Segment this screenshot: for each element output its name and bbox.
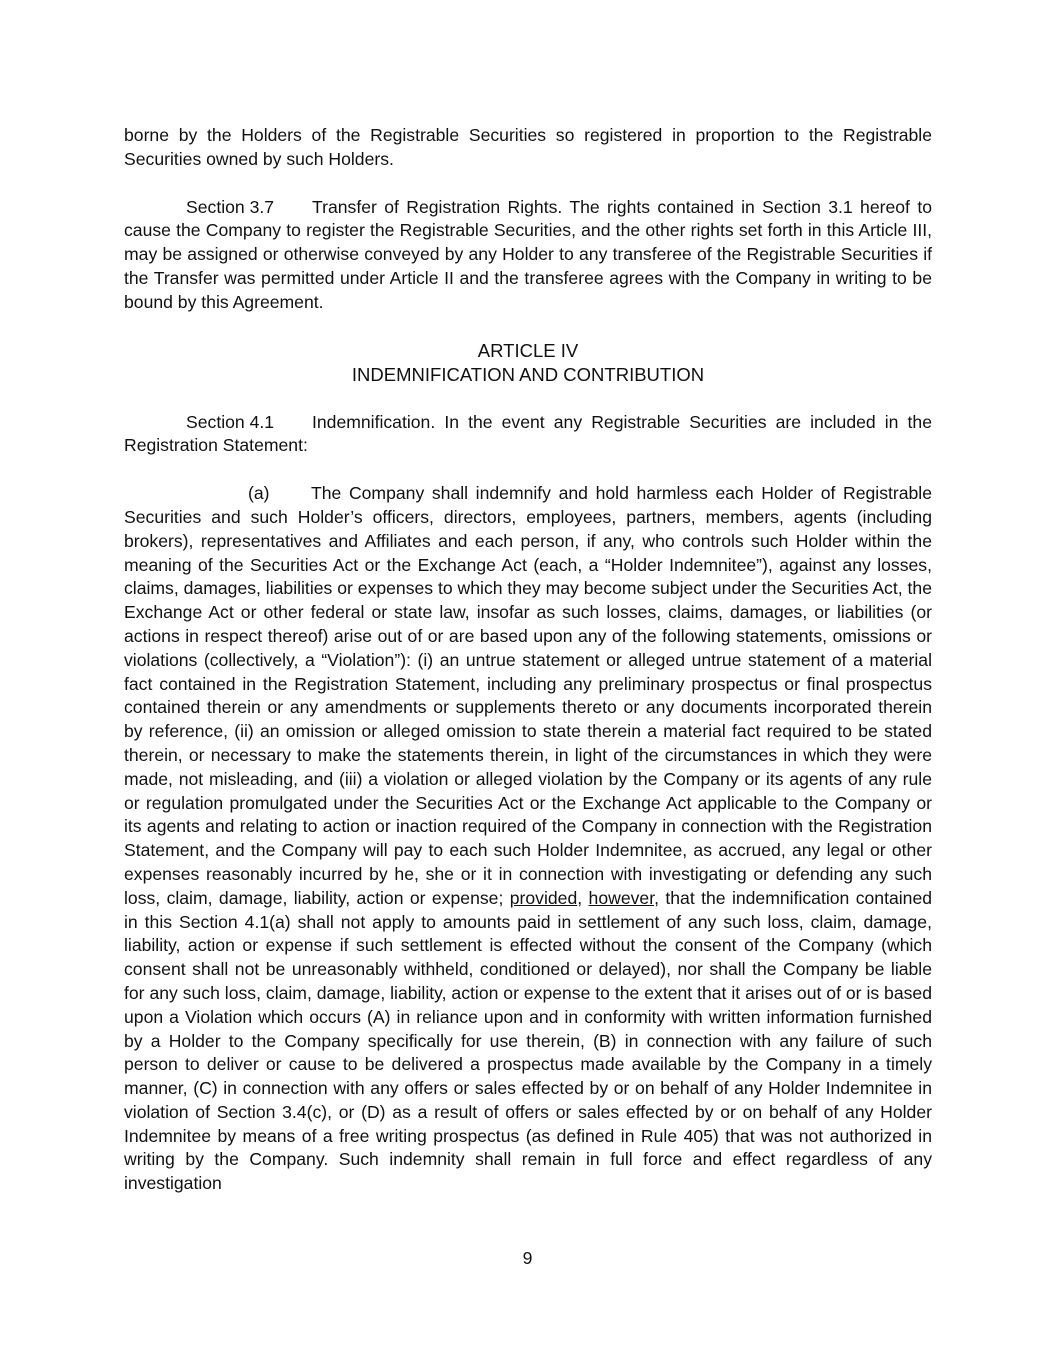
section-4-1-text: In the event any Registrable Securities are included in the Registration Statement:: [124, 411, 933, 456]
provided-term: provided: [509, 887, 578, 908]
section-4-1-number: Section 4.1: [186, 411, 275, 432]
page-number: 9: [522, 1248, 533, 1268]
continuation-paragraph: borne by the Holders of the Registrable Securities so registered in proportion to the Registrable Securities owned by such Holders.: [124, 125, 932, 169]
subsection-a-paragraph: (a) The Company shall indemnify and hold harmless each Holder of Registrable Securities and such Holder’s officers, directors, employees, partners, members, agents (including brokers), representatives and Affiliates and each person, if any, who controls such Holder within the meaning of the Securities Act or the Exchange Act (each, a “Holder Indemnitee”), against any losses, claims, damages, liabilities or expenses to which they may become subject under the Securities Act, the Exchange Act or other federal or state law, insofar as such losses, claims, damages, or liabilities (or actions in respect thereof) arise out of or are based upon any of the following statements, omissions or violations (collectively, a “Violation”): (i) an untrue statement or alleged untrue statement of a material fact contained in the Registration Statement, including any preliminary prospectus or final prospectus contained therein or any amendments or supplements thereto or any documents incorporated therein by reference, (ii) an omission or alleged omission to state therein a material fact required to be stated therein, or necessary to make the statements therein, in light of the circumstances in which they were made, not misleading, and (iii) a violation or alleged violation by the Company or its agents of any rule or regulation promulgated under the Securities Act or the Exchange Act applicable to the Company or its agents and relating to action or inaction required of the Company in connection with the Registration Statement, and the Company will pay to each such Holder Indemnitee, as accrued, any legal or other expenses reasonably incurred by he, she or it in connection with investigating or defending any such loss, claim, damage, liability, action or expense; provided, however, that the indemnification contained in this Section 4.1(a) shall not apply to amounts paid in settlement of any such loss, claim, damage, liability, action or expense if such settlement is effected without the consent of the Company (which consent shall not be unreasonably withheld, conditioned or delayed), nor shall the Company be liable for any such loss, claim, damage, liability, action or expense to the extent that it arises out of or is based upon a Violation which occurs (A) in reliance upon and in conformity with written information furnished by a Holder to the Company specifically for use therein, (B) in connection with any failure of such person to deliver or cause to be delivered a prospectus made available by the Company in a timely manner, (C) in connection with any offers or sales effected by or on behalf of any Holder Indemnitee in violation of Section 3.4(c), or (D) as a result of offers or sales effected by or on behalf of any Holder Indemnitee by means of a free writing prospectus (as defined in Rule 405) that was not authorized in writing by the Company. Such indemnity shall remain in full force and effect regardless of any investigation: [124, 483, 933, 1194]
document-page: [124, 124, 932, 1196]
article-number: ARTICLE IV: [477, 339, 579, 361]
subsection-a-label: (a): [248, 483, 270, 504]
article-heading: [124, 339, 932, 387]
section-3-7-heading: Transfer of Registration Rights.: [312, 196, 563, 217]
section-3-7-number: Section 3.7: [186, 196, 275, 217]
section-4-1-paragraph: [124, 411, 932, 459]
section-3-7-text: The rights contained in Section 3.1 hereof to cause the Company to register the Registrable Securities, and the other rights set forth in this Article III, may be assigned or otherwise conveyed by any Holder to any transferee of the Registrable Securities if the Transfer was permitted under Article II and the transferee agrees with the Company in writing to be bound by this Agreement.: [124, 196, 932, 312]
however-term: however: [588, 887, 655, 908]
section-3-7-paragraph: [124, 196, 932, 315]
subsection-a-text-1: The Company shall indemnify and hold harmless each Holder of Registrable Securities and such Holder’s officers, directors, employees, partners, members, agents (including brokers), representatives and Affiliates and each person, if any, who controls such Holder within the meaning of the Securities Act or the Exchange Act (each, a “Holder Indemnitee”), against any losses, claims, damages, liabilities or expenses to which they may become subject under the Securities Act, the Exchange Act or other federal or state law, insofar as such losses, claims, damages, or liabilities (or actions in respect thereof) arise out of or are based upon any of the following statements, omissions or violations (collectively, a “Violation”): (i) an untrue statement or alleged untrue statement of a material fact contained in the Registration Statement, including any preliminary prospectus or final prospectus contained therein or any amendments or supplements thereto or any documents incorporated therein by reference, (ii) an omission or alleged omission to state therein a material fact required to be stated therein, or necessary to make the statements therein, in light of the circumstances in which they were made, not misleading, and (iii) a violation or alleged violation by the Company or its agents of any rule or regulation promulgated under the Securities Act or the Exchange Act applicable to the Company or its agents and relating to action or inaction required of the Company in connection with the Registration Statement, and the Company will pay to each such Holder Indemnitee, as accrued, any legal or other expenses reasonably incurred by he, she or it in connection with investigating or defending any such loss, claim, damage, liability, action or expense;: [124, 483, 932, 908]
section-4-1-heading: Indemnification.: [312, 411, 436, 432]
subsection-a-text-2: , that the indemnification contained in this Section 4.1(a) shall not apply to amounts paid in settlement of any such loss, claim, damage, liability, action or expense if such settlement is effected without the consent of the Company (which consent shall not be unreasonably withheld, conditioned or delayed), nor shall the Company be liable for any such loss, claim, damage, liability, action or expense to the extent that it arises out of or is based upon a Violation which occurs (A) in reliance upon and in conformity with written information furnished by a Holder to the Company specifically for use therein, (B) in connection with any failure of such person to deliver or cause to be delivered a prospectus made available by the Company in a timely manner, (C) in connection with any offers or sales effected by or on behalf of any Holder Indemnitee in violation of Section 3.4(c), or (D) as a result of offers or sales effected by or on behalf of any Holder Indemnitee by means of a free writing prospectus (as defined in Rule 405) that was not authorized in writing by the Company. Such indemnity shall remain in full force and effect regardless of any investigation: [124, 887, 933, 1194]
article-title: INDEMNIFICATION AND CONTRIBUTION: [351, 363, 705, 385]
